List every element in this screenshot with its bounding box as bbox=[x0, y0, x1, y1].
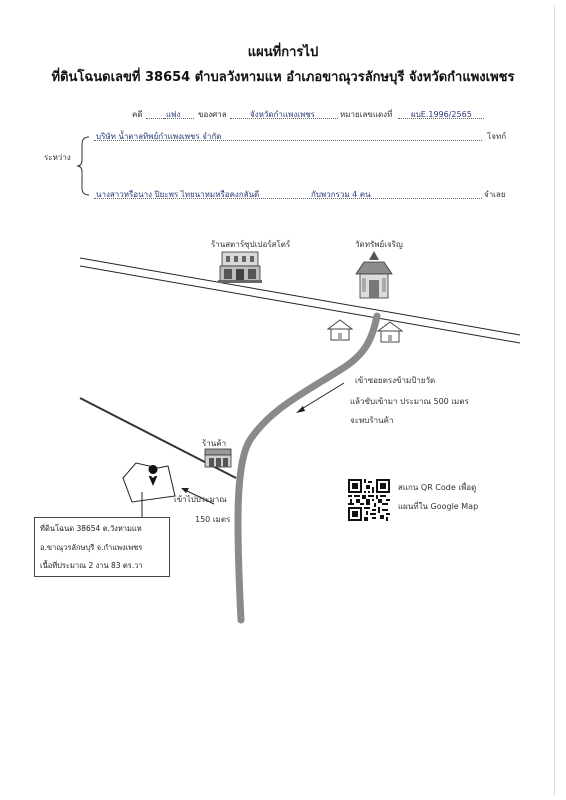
defendant-name: นางสาวหรือนาง ปิยะพร ไทยนาหมหรือคงกลันดี bbox=[96, 190, 260, 199]
house-icon bbox=[328, 320, 352, 340]
shop-icon bbox=[205, 449, 231, 467]
qr-caption-1: สแกน QR Code เพื่อดู bbox=[398, 483, 477, 492]
store-icon bbox=[218, 252, 262, 283]
between-label: ระหว่าง bbox=[44, 153, 71, 162]
temple-label: วัดทรัพย์เจริญ bbox=[355, 240, 403, 249]
land-info-line-2: อ.ขาณุวรลักษบุรี จ.กำแพงเพชร bbox=[40, 543, 143, 552]
defendant-role: จำเลย bbox=[484, 190, 506, 199]
number-label: หมายเลขแดงที่ bbox=[340, 110, 393, 119]
land-info-line-3: เนื้อที่ประมาณ 2 งาน 83 ตร.วา bbox=[40, 561, 143, 570]
court-value: จังหวัดกำแพงเพชร bbox=[250, 110, 315, 119]
court-label: ของศาล bbox=[198, 110, 227, 119]
direction-text-4: เข้าไปประมาณ bbox=[174, 495, 227, 504]
land-info-box bbox=[34, 517, 170, 577]
shop-label: ร้านค้า bbox=[202, 439, 227, 448]
plaintiff-role: โจทก์ bbox=[487, 132, 507, 141]
house-icon bbox=[378, 322, 402, 342]
defendant-extra: กับพวกรวม 4 คน bbox=[311, 190, 371, 199]
page-title: แผนที่การไป bbox=[247, 45, 319, 60]
page-subtitle: ที่ดินโฉนดเลขที่ 38654 ตำบลวังหามแห อำเภอขาณุวรลักษบุรี จังหวัดกำแพงเพชร bbox=[51, 70, 515, 85]
plaintiff-name: บริษัท น้ำตาลทิพย์กำแพงเพชร จำกัด bbox=[96, 132, 222, 141]
case-type: แพ่ง bbox=[166, 110, 181, 119]
land-info-line-1: ที่ดินโฉนด 38654 ต.วังหามแห bbox=[40, 524, 142, 533]
direction-text-2: แล้วขับเข้ามา ประมาณ 500 เมตร bbox=[350, 397, 469, 406]
number-value: ผบE.1996/2565 bbox=[411, 110, 472, 119]
direction-text-1: เข้าซอยตรงข้ามป้ายวัด bbox=[355, 376, 436, 385]
main-road-edge bbox=[80, 258, 520, 335]
direction-text-3: จะพบร้านค้า bbox=[350, 416, 394, 425]
temple-icon bbox=[356, 251, 392, 298]
side-road bbox=[238, 316, 377, 620]
store-label: ร้านสตาร์ซุปเปอร์สโตร์ bbox=[211, 240, 291, 249]
case-label: คดี bbox=[132, 110, 143, 119]
qr-code-icon bbox=[348, 479, 390, 521]
main-road-edge bbox=[80, 266, 520, 343]
direction-text-5: 150 เมตร bbox=[195, 515, 231, 524]
qr-caption-2: แผนที่ใน Google Map bbox=[398, 502, 479, 511]
